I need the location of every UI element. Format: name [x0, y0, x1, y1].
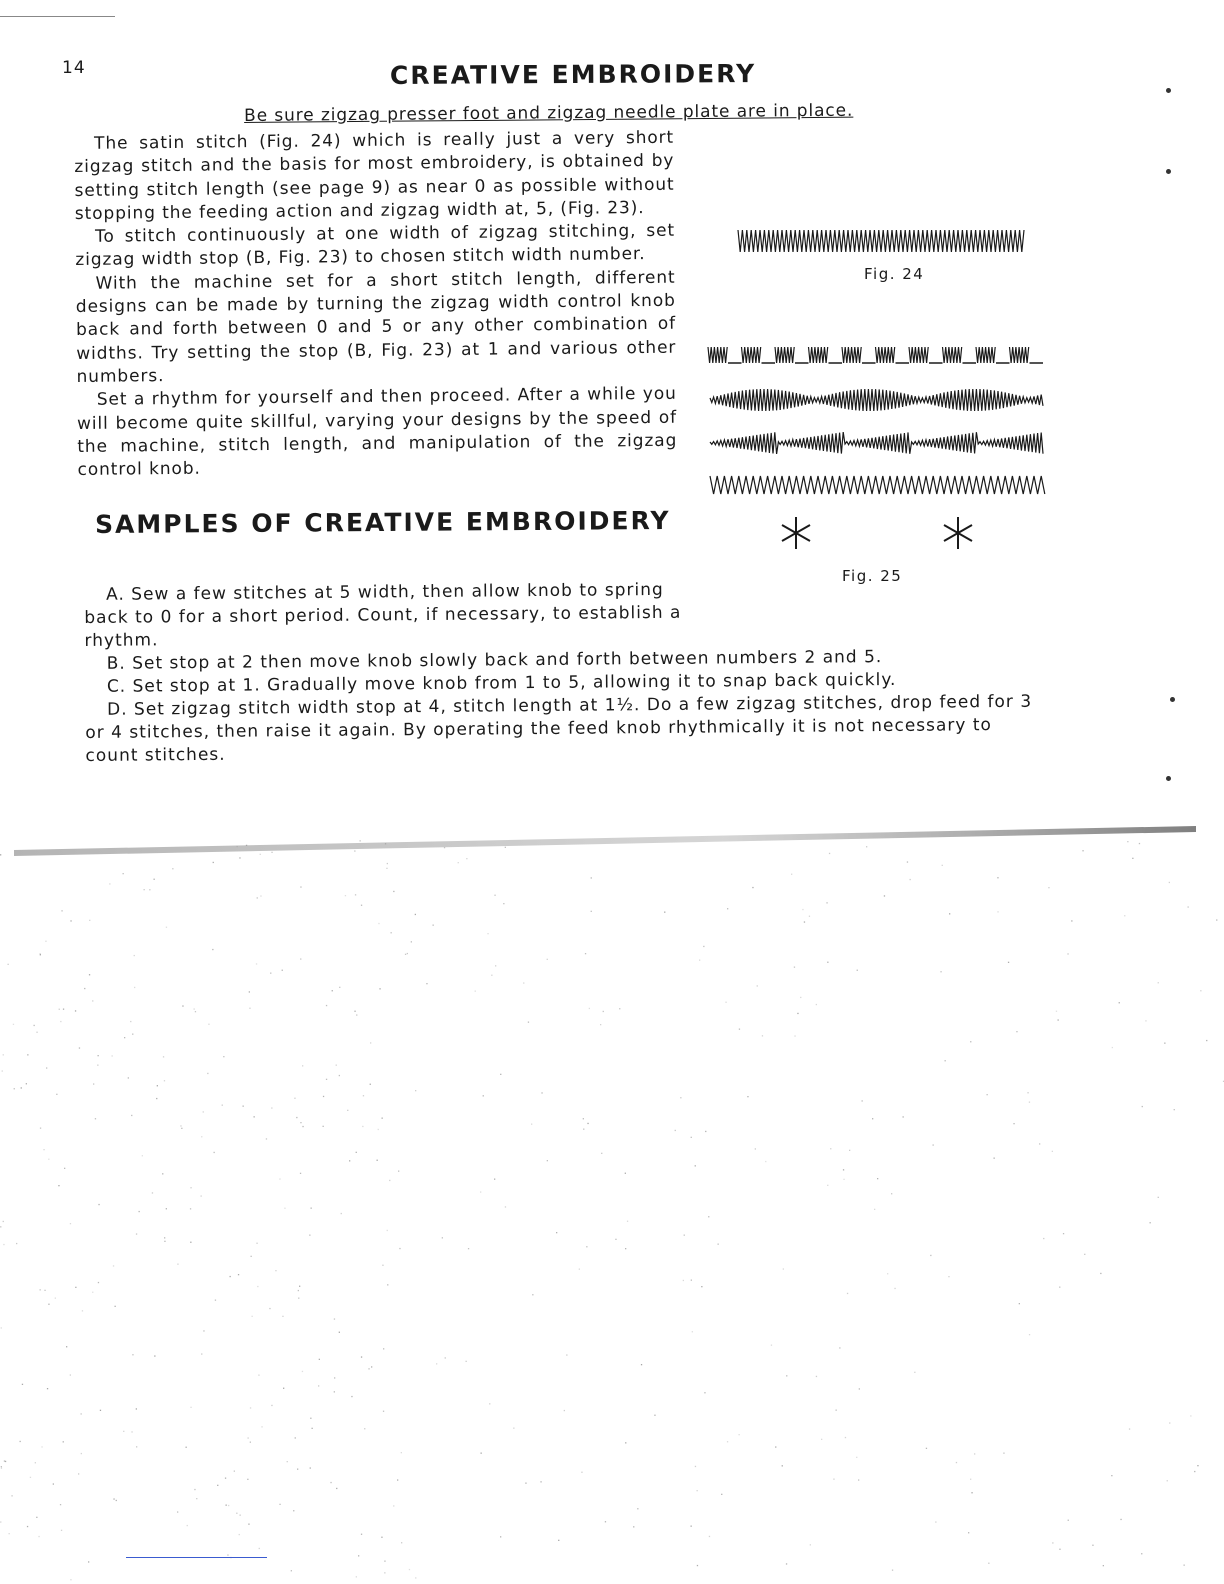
margin-speck — [1166, 169, 1171, 174]
sample-b: B. Set stop at 2 then move knob slowly back and forth between numbers 2 and 5. — [106, 647, 883, 674]
page-title: CREATIVE EMBROIDERY — [389, 59, 757, 90]
samples-heading: SAMPLES OF CREATIVE EMBROIDERY — [94, 505, 671, 540]
paragraph-continuous-width: To stitch continuously at one width of zigzag stitching, set zigzag width stop (B, Fig. 23) to chosen stitch width number. — [75, 220, 676, 271]
scan-edge-line — [126, 1557, 267, 1558]
fig24-caption: Fig. 24 — [864, 265, 925, 283]
fig25-pattern-d — [710, 476, 1045, 494]
samples-list — [84, 576, 1036, 768]
scan-noise-area — [0, 820, 1224, 1584]
paragraph-rhythm: Set a rhythm for yourself and then proceed. After a while you will become quite skillful, varying your designs by the speed of the machine, stitch length, and manipulation of the zigzag control knob. — [76, 383, 678, 481]
sample-d: D. Set zigzag stitch width stop at 4, stitch length at 1½. Do a few zigzag stitches, drop feed for 3 or 4 stitches, then raise it again. By operating the feed knob rhythmically it is not necessary to count stitches. — [85, 691, 1033, 766]
fig25-flower-right — [944, 517, 972, 549]
paragraph-satin-stitch: The satin stitch (Fig. 24) which is really just a very short zigzag stitch and the basis for most embroidery, is obtained by setting stitch length (see page 9) as near 0 as possible without stopping the feeding action and zigzag width at, 5, (Fig. 23). — [74, 127, 675, 224]
margin-speck — [1170, 697, 1175, 702]
fig25-flower-left — [782, 517, 810, 549]
sample-a: A. Sew a few stitches at 5 width, then allow knob to spring back to 0 for a short period. Count, if necessary, to establish a rhythm. — [84, 579, 682, 651]
fig25-pattern-a — [708, 347, 1043, 363]
sample-c: C. Set stop at 1. Gradually move knob from 1 to 5, allowing it to snap back quickly. — [106, 669, 897, 697]
fig25-caption: Fig. 25 — [842, 567, 903, 585]
fig24-satin-stitch — [738, 230, 1024, 252]
margin-speck — [1166, 776, 1171, 781]
presser-foot-notice: Be sure zigzag presser foot and zigzag needle plate are in place. — [244, 100, 854, 126]
stitch-figures — [0, 0, 1224, 600]
margin-speck — [1166, 88, 1171, 93]
page-number: 14 — [62, 58, 86, 78]
paragraph-designs: With the machine set for a short stitch length, different designs can be made by turning the zigzag width control knob back and forth between 0 and 5 or any other combination of widths. Try setting the stop (B, Fig. 23) at 1 and various other numbers. — [75, 267, 677, 387]
fig25-pattern-b — [710, 389, 1043, 411]
fig25-pattern-c — [710, 432, 1043, 454]
